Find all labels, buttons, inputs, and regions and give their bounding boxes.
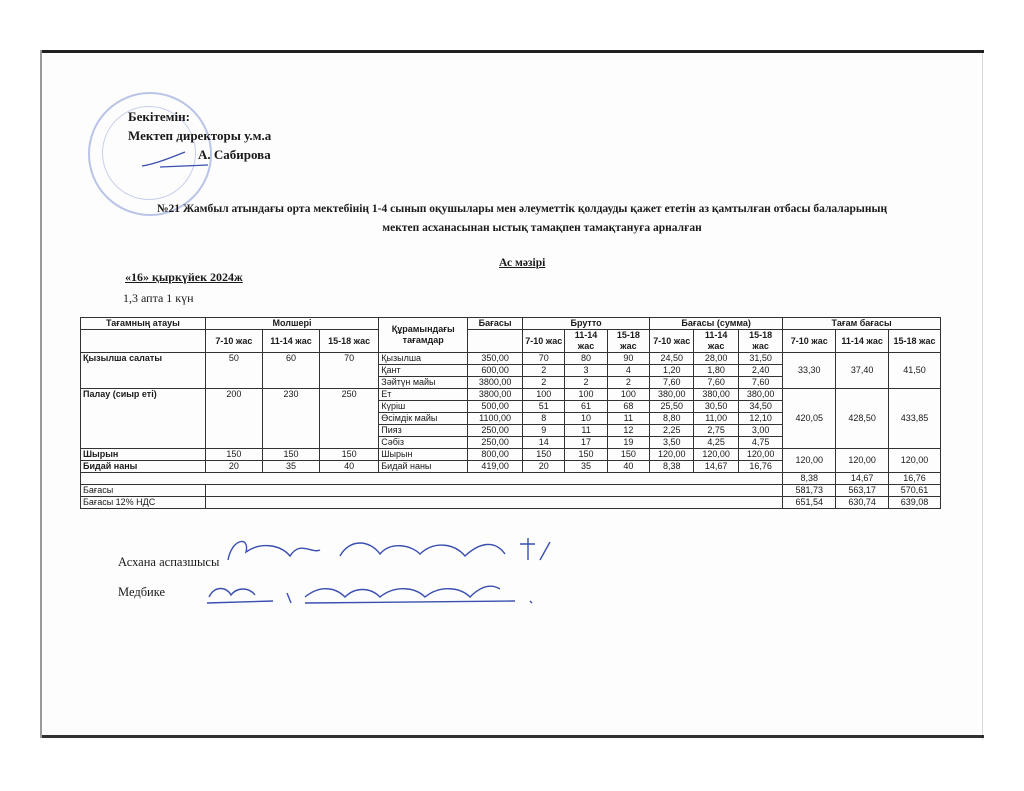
document-title	[0, 200, 1024, 238]
blank-cell	[81, 473, 783, 485]
cost-value: 120,00	[738, 449, 782, 461]
director-signature	[140, 148, 210, 170]
brutto-value: 40	[607, 461, 649, 473]
ingredient-price: 350,00	[468, 353, 523, 365]
cost-value: 2,40	[738, 365, 782, 377]
brutto-value: 11	[607, 413, 649, 425]
dish-total: 120,00	[836, 449, 889, 473]
dish-portion: 150	[262, 449, 319, 461]
ingredient-name: Қант	[379, 365, 468, 377]
cost-value: 8,38	[650, 461, 694, 473]
cost-value: 24,50	[650, 353, 694, 365]
cost-value: 16,76	[738, 461, 782, 473]
scan-edge-top	[40, 50, 984, 53]
ingredient-name: Бидай наны	[379, 461, 468, 473]
cost-value: 7,60	[738, 377, 782, 389]
ingredient-name: Ет	[379, 389, 468, 401]
brutto-value: 150	[523, 449, 565, 461]
cost-value: 34,50	[738, 401, 782, 413]
ingredient-price: 1100,00	[468, 413, 523, 425]
brutto-value: 11	[565, 425, 607, 437]
table-row	[81, 353, 941, 365]
vat-total: 651,54	[783, 497, 836, 509]
dish-portion: 40	[320, 461, 379, 473]
title-line-1: №21 Жамбыл атындағы орта мектебінің 1-4 сынып оқушылары мен әлеуметтік қолдауды қажет ететін аз қамтылған отбасы балаларының	[156, 203, 888, 215]
portion-age3: 15-18 жас	[320, 330, 379, 353]
dish-total: 120,00	[889, 449, 941, 473]
brutto-value: 35	[565, 461, 607, 473]
brutto-value: 150	[565, 449, 607, 461]
cost-value: 3,50	[650, 437, 694, 449]
approval-line-3: А. Сабирова	[198, 147, 271, 162]
cost-value: 380,00	[738, 389, 782, 401]
cost-value: 120,00	[650, 449, 694, 461]
price-label: Бағасы	[81, 485, 206, 497]
col-dish-price-header: Тағам бағасы	[783, 318, 941, 330]
approval-line-2: Мектеп директоры у.м.а	[128, 128, 272, 143]
bread-total: 8,38	[783, 473, 836, 485]
dish-price-age1: 7-10 жас	[783, 330, 836, 353]
brutto-value: 90	[607, 353, 649, 365]
blank-cell	[468, 330, 523, 353]
vat-label: Бағасы 12% НДС	[81, 497, 206, 509]
brutto-value: 9	[523, 425, 565, 437]
bread-total: 16,76	[889, 473, 941, 485]
vat-row	[81, 497, 941, 509]
ingredient-name: Пияз	[379, 425, 468, 437]
dish-portion: 200	[205, 389, 262, 449]
brutto-value: 70	[523, 353, 565, 365]
ingredient-price: 250,00	[468, 425, 523, 437]
nurse-signature	[205, 575, 565, 610]
approval-line-1: Бекітемін:	[128, 109, 190, 124]
cost-age2: 11-14 жас	[694, 330, 738, 353]
dish-portion: 70	[320, 353, 379, 389]
menu-date: «16» қыркүйек 2024ж	[125, 270, 243, 284]
brutto-value: 100	[523, 389, 565, 401]
blank-cell	[81, 330, 206, 353]
table-row	[81, 473, 941, 485]
cost-value: 380,00	[694, 389, 738, 401]
dish-name: Палау (сиыр еті)	[81, 389, 206, 449]
vat-total: 630,74	[836, 497, 889, 509]
cost-value: 1,80	[694, 365, 738, 377]
cost-age1: 7-10 жас	[650, 330, 694, 353]
ingredient-price: 3800,00	[468, 377, 523, 389]
scan-edge-bottom	[40, 735, 984, 738]
price-total: 570,61	[889, 485, 941, 497]
header-row-1	[81, 318, 941, 330]
brutto-value: 2	[523, 377, 565, 389]
portion-age2: 11-14 жас	[262, 330, 319, 353]
cost-value: 8,80	[650, 413, 694, 425]
nurse-label: Медбике	[118, 585, 166, 599]
dish-total: 120,00	[783, 449, 836, 473]
price-total: 563,17	[836, 485, 889, 497]
scan-edge-left	[40, 50, 42, 738]
table-row	[81, 449, 941, 461]
dish-portion: 250	[320, 389, 379, 449]
brutto-value: 20	[523, 461, 565, 473]
cost-value: 2,75	[694, 425, 738, 437]
brutto-value: 17	[565, 437, 607, 449]
price-total: 581,73	[783, 485, 836, 497]
cost-value: 4,75	[738, 437, 782, 449]
brutto-value: 19	[607, 437, 649, 449]
dish-name: Шырын	[81, 449, 206, 461]
cost-value: 14,67	[694, 461, 738, 473]
col-ingredients-header: Құрамындағы тағамдар	[379, 318, 468, 353]
dish-portion: 20	[205, 461, 262, 473]
cook-signature	[220, 530, 570, 570]
ingredient-price: 500,00	[468, 401, 523, 413]
cost-value: 28,00	[694, 353, 738, 365]
ingredient-price: 3800,00	[468, 389, 523, 401]
ingredient-price: 250,00	[468, 437, 523, 449]
vat-total: 639,08	[889, 497, 941, 509]
cost-value: 120,00	[694, 449, 738, 461]
brutto-age2: 11-14 жас	[565, 330, 607, 353]
ingredient-name: Зәйтүн майы	[379, 377, 468, 389]
brutto-value: 150	[607, 449, 649, 461]
ingredient-price: 800,00	[468, 449, 523, 461]
header-row-2	[81, 330, 941, 353]
brutto-value: 2	[523, 365, 565, 377]
cost-value: 31,50	[738, 353, 782, 365]
cost-value: 7,60	[694, 377, 738, 389]
brutto-value: 100	[565, 389, 607, 401]
brutto-value: 61	[565, 401, 607, 413]
dish-portion: 60	[262, 353, 319, 389]
cost-value: 4,25	[694, 437, 738, 449]
dish-portion: 230	[262, 389, 319, 449]
ingredient-name: Қызылша	[379, 353, 468, 365]
brutto-value: 4	[607, 365, 649, 377]
ingredient-name: Өсімдік майы	[379, 413, 468, 425]
col-portion-header: Молшері	[205, 318, 378, 330]
dish-portion: 150	[205, 449, 262, 461]
brutto-value: 51	[523, 401, 565, 413]
blank-cell	[205, 485, 783, 497]
cost-value: 11,00	[694, 413, 738, 425]
title-line-2: мектеп асханасынан ыстық тамақпен тамақтануға арналған	[382, 222, 702, 234]
dish-total: 428,50	[836, 389, 889, 449]
cost-value: 380,00	[650, 389, 694, 401]
dish-portion: 150	[320, 449, 379, 461]
dish-portion: 50	[205, 353, 262, 389]
brutto-age1: 7-10 жас	[523, 330, 565, 353]
cook-label: Асхана аспазшысы	[118, 555, 220, 569]
portion-age1: 7-10 жас	[205, 330, 262, 353]
dish-total: 420,05	[783, 389, 836, 449]
week-day: 1,3 апта 1 күн	[123, 291, 194, 305]
ingredient-name: Сәбіз	[379, 437, 468, 449]
cost-age3: 15-18 жас	[738, 330, 782, 353]
menu-heading: Ас мәзірі	[499, 257, 546, 269]
cost-value: 25,50	[650, 401, 694, 413]
dish-total: 37,40	[836, 353, 889, 389]
dish-total: 41,50	[889, 353, 941, 389]
ingredient-name: Күріш	[379, 401, 468, 413]
col-dish-header: Тағамның атауы	[81, 318, 206, 330]
brutto-value: 12	[607, 425, 649, 437]
brutto-value: 10	[565, 413, 607, 425]
brutto-value: 100	[607, 389, 649, 401]
cost-value: 30,50	[694, 401, 738, 413]
brutto-value: 80	[565, 353, 607, 365]
dish-price-age3: 15-18 жас	[889, 330, 941, 353]
brutto-value: 2	[565, 377, 607, 389]
cost-value: 2,25	[650, 425, 694, 437]
brutto-value: 3	[565, 365, 607, 377]
col-price-header: Бағасы	[468, 318, 523, 330]
cost-value: 3,00	[738, 425, 782, 437]
dish-total: 433,85	[889, 389, 941, 449]
dish-name: Бидай наны	[81, 461, 206, 473]
ingredient-price: 419,00	[468, 461, 523, 473]
bread-total: 14,67	[836, 473, 889, 485]
col-brutto-header: Брутто	[523, 318, 650, 330]
col-cost-header: Бағасы (сумма)	[650, 318, 783, 330]
menu-table	[80, 317, 941, 509]
ingredient-name: Шырын	[379, 449, 468, 461]
cost-value: 7,60	[650, 377, 694, 389]
cost-value: 1,20	[650, 365, 694, 377]
dish-total: 33,30	[783, 353, 836, 389]
dish-name: Қызылша салаты	[81, 353, 206, 389]
brutto-value: 2	[607, 377, 649, 389]
brutto-value: 8	[523, 413, 565, 425]
brutto-age3: 15-18 жас	[607, 330, 649, 353]
dish-portion: 35	[262, 461, 319, 473]
dish-price-age2: 11-14 жас	[836, 330, 889, 353]
brutto-value: 68	[607, 401, 649, 413]
cost-value: 12,10	[738, 413, 782, 425]
table-row	[81, 389, 941, 401]
ingredient-price: 600,00	[468, 365, 523, 377]
price-row	[81, 485, 941, 497]
brutto-value: 14	[523, 437, 565, 449]
blank-cell	[205, 497, 783, 509]
